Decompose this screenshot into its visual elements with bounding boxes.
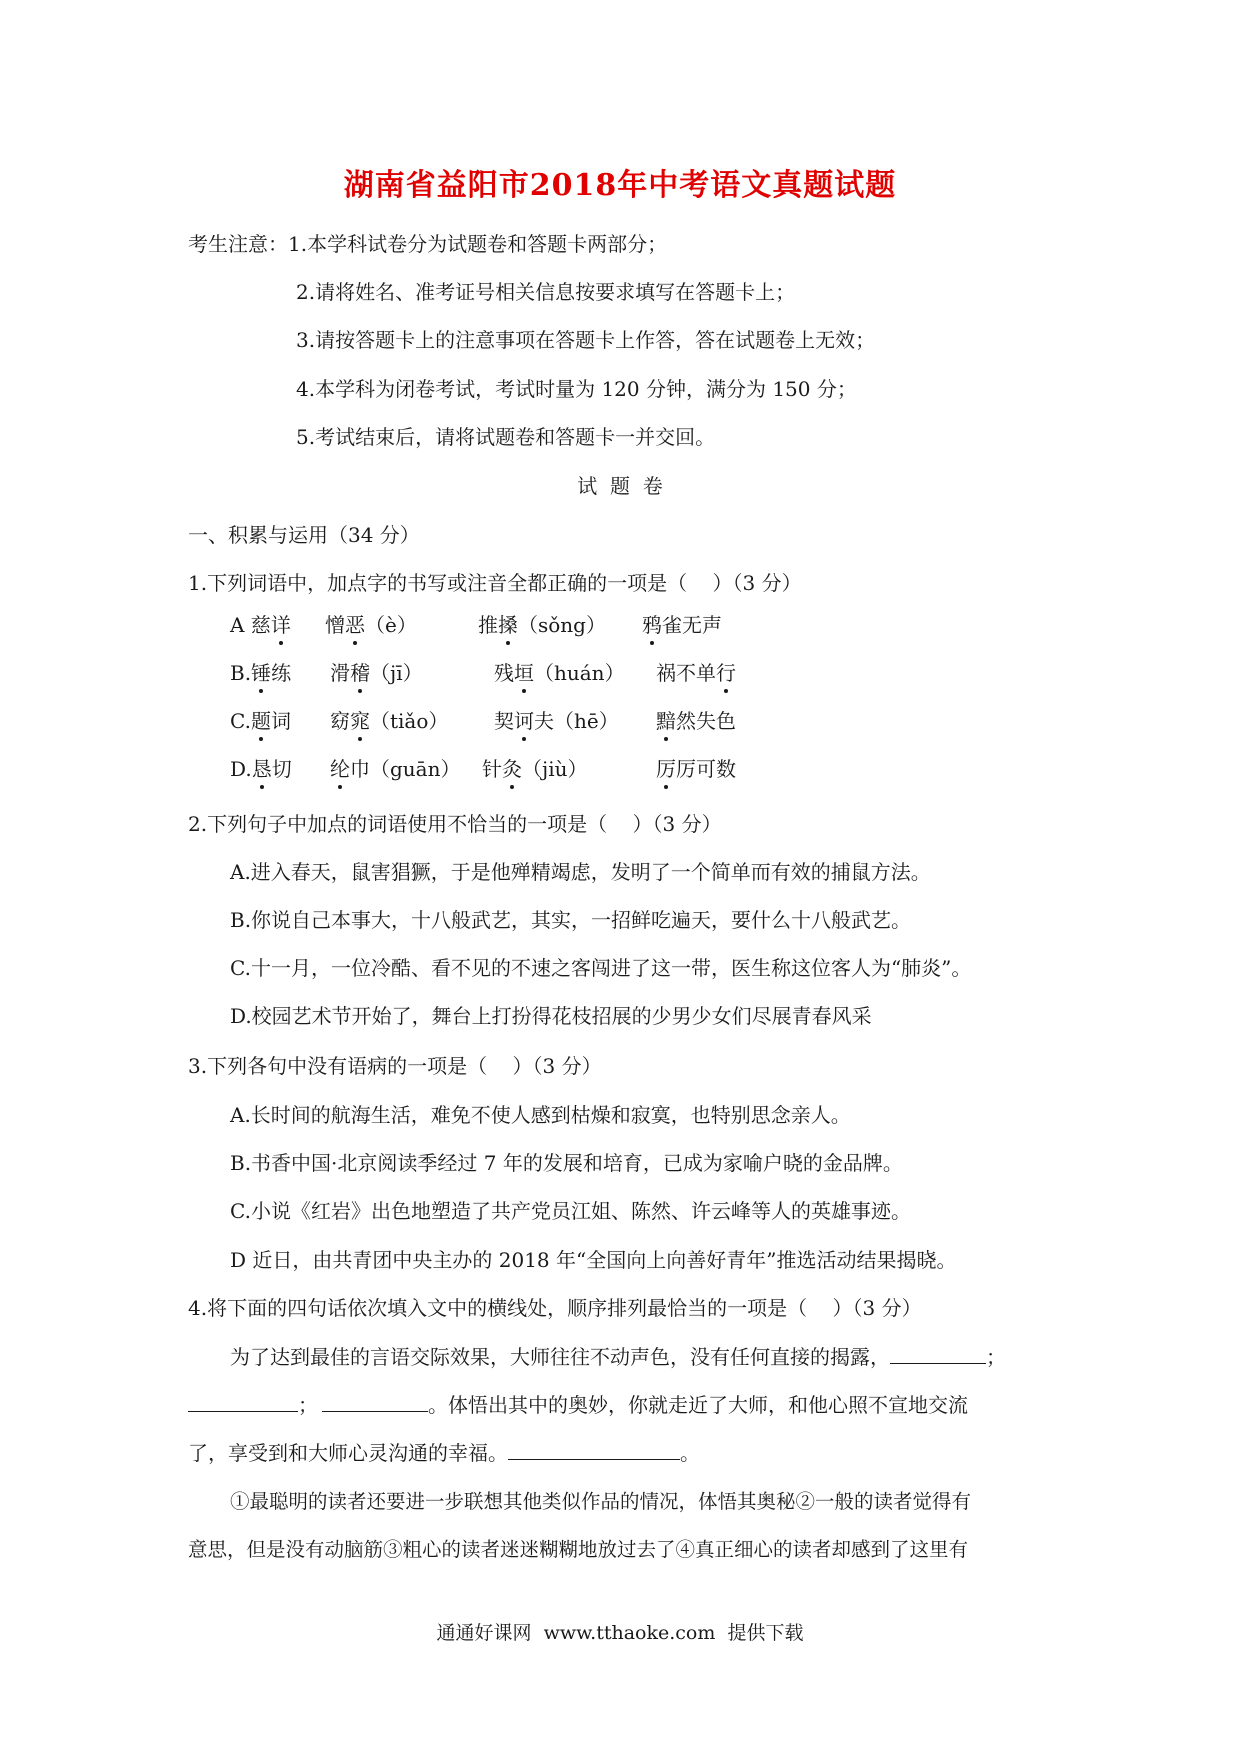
section-heading: 一、积累与运用（34 分）: [188, 523, 420, 547]
q1-option-row-c: [0, 705, 1240, 735]
q4-sentences-line-1: ①最聪明的读者还要进一步联想其他类似作品的情况，体悟其奥秘②一般的读者觉得有: [230, 1490, 972, 1513]
q4-blank-3: [322, 1393, 428, 1412]
notice-item-2: 2.请将姓名、准考证号相关信息按要求填写在答题卡上；: [296, 280, 796, 304]
q1-b-word-3: 残垣（huán）: [494, 657, 625, 686]
q4-passage-text-1: 为了达到最佳的言语交际效果，大师往往不动声色，没有任何直接的揭露，: [230, 1345, 890, 1369]
notice-item-3: 3.请按答题卡上的注意事项在答题卡上作答，答在试题卷上无效；: [296, 328, 876, 352]
q4-period: 。: [680, 1441, 700, 1465]
notice-item-5: 5.考试结束后，请将试题卷和答题卡一并交回。: [296, 425, 716, 449]
q1-c-word-2: 窈窕（tiǎo）: [330, 705, 448, 734]
q4-blank-1: [890, 1345, 986, 1364]
q4-sentences-line-2: 意思，但是没有动脑筋③粗心的读者迷迷糊糊地放过去了④真正细心的读者却感到了这里有: [188, 1538, 969, 1561]
notice-item-1: 1.本学科试卷分为试题卷和答题卡两部分；: [288, 232, 668, 256]
q2-option-c: C.十一月，一位冷酷、看不见的不速之客闯进了这一带，医生称这位客人为“肺炎”。: [230, 956, 972, 980]
q3-option-b: B.书香中国·北京阅读季经过 7 年的发展和培育，已成为家喻户晓的金品牌。: [230, 1151, 903, 1175]
q4-passage-text-3: 了，享受到和大师心灵沟通的幸福。: [188, 1441, 508, 1465]
q1-b-word-2: 滑稽（jī）: [330, 657, 423, 686]
q1-a-word-1: A 慈详: [230, 609, 291, 638]
q1-a-word-3: 推搡（sǒng）: [478, 609, 606, 638]
page-footer: 通通好课网 www.tthaoke.com 提供下载: [436, 1622, 804, 1644]
notice-label: 考生注意：: [188, 232, 288, 256]
paper-label: 试 题 卷: [577, 474, 663, 498]
q1-a-word-4: 鸦雀无声: [642, 609, 722, 638]
notice-item-4: 4.本学科为闭卷考试，考试时量为 120 分钟，满分为 150 分；: [296, 377, 857, 401]
notice-row-1: [188, 228, 667, 257]
q1-b-word-1: B.锤练: [230, 657, 291, 686]
q3-option-c: C.小说《红岩》出色地塑造了共产党员江姐、陈然、许云峰等人的英雄事迹。: [230, 1199, 911, 1223]
q1-d-word-3: 针灸（jiù）: [482, 753, 587, 782]
q1-option-row-d: [0, 753, 1240, 783]
q4-semicolon-1: ；: [986, 1345, 1006, 1369]
q1-b-word-4: 祸不单行: [656, 657, 736, 686]
q2-option-a: A.进入春天，鼠害猖獗，于是他殚精竭虑，发明了一个简单而有效的捕鼠方法。: [230, 860, 931, 884]
q1-c-word-4: 黯然失色: [656, 705, 736, 734]
q4-passage-line-2: [188, 1389, 968, 1418]
q1-c-word-3: 契诃夫（hē）: [494, 705, 619, 734]
q4-blank-2: [188, 1393, 298, 1412]
q4-semicolon-2: ；: [298, 1393, 318, 1417]
q1-c-word-1: C.题词: [230, 705, 291, 734]
q1-d-word-2: 纶巾（guān）: [330, 753, 461, 782]
question-1-stem: 1.下列词语中，加点字的书写或注音全都正确的一项是（ ）（3 分）: [188, 571, 802, 595]
q4-passage-line-3: [188, 1437, 700, 1466]
q1-a-word-2: 憎恶（è）: [325, 609, 417, 638]
q3-option-d: D 近日，由共青团中央主办的 2018 年“全国向上向善好青年”推选活动结果揭晓。: [230, 1248, 957, 1272]
q4-passage-text-2: 。体悟出其中的奥妙，你就走近了大师，和他心照不宣地交流: [428, 1393, 968, 1417]
q4-passage-line-1: [230, 1341, 1006, 1370]
q3-option-a: A.长时间的航海生活，难免不使人感到枯燥和寂寞，也特别思念亲人。: [230, 1103, 851, 1127]
q2-option-d: D.校园艺术节开始了，舞台上打扮得花枝招展的少男少女们尽展青春风采: [230, 1004, 872, 1028]
q1-d-word-1: D.恳切: [230, 753, 292, 782]
q4-blank-4: [508, 1441, 680, 1460]
question-3-stem: 3.下列各句中没有语病的一项是（ ）（3 分）: [188, 1054, 602, 1078]
page-title: 湖南省益阳市2018年中考语文真题试题: [343, 168, 897, 203]
question-2-stem: 2.下列句子中加点的词语使用不恰当的一项是（ ）（3 分）: [188, 812, 722, 836]
q1-option-row-a: [0, 609, 1240, 639]
q1-d-word-4: 厉厉可数: [656, 753, 736, 782]
q1-option-row-b: [0, 657, 1240, 687]
question-4-stem: 4.将下面的四句话依次填入文中的横线处，顺序排列最恰当的一项是（ ）（3 分）: [188, 1296, 922, 1320]
q2-option-b: B.你说自己本事大，十八般武艺，其实，一招鲜吃遍天，要什么十八般武艺。: [230, 908, 912, 932]
